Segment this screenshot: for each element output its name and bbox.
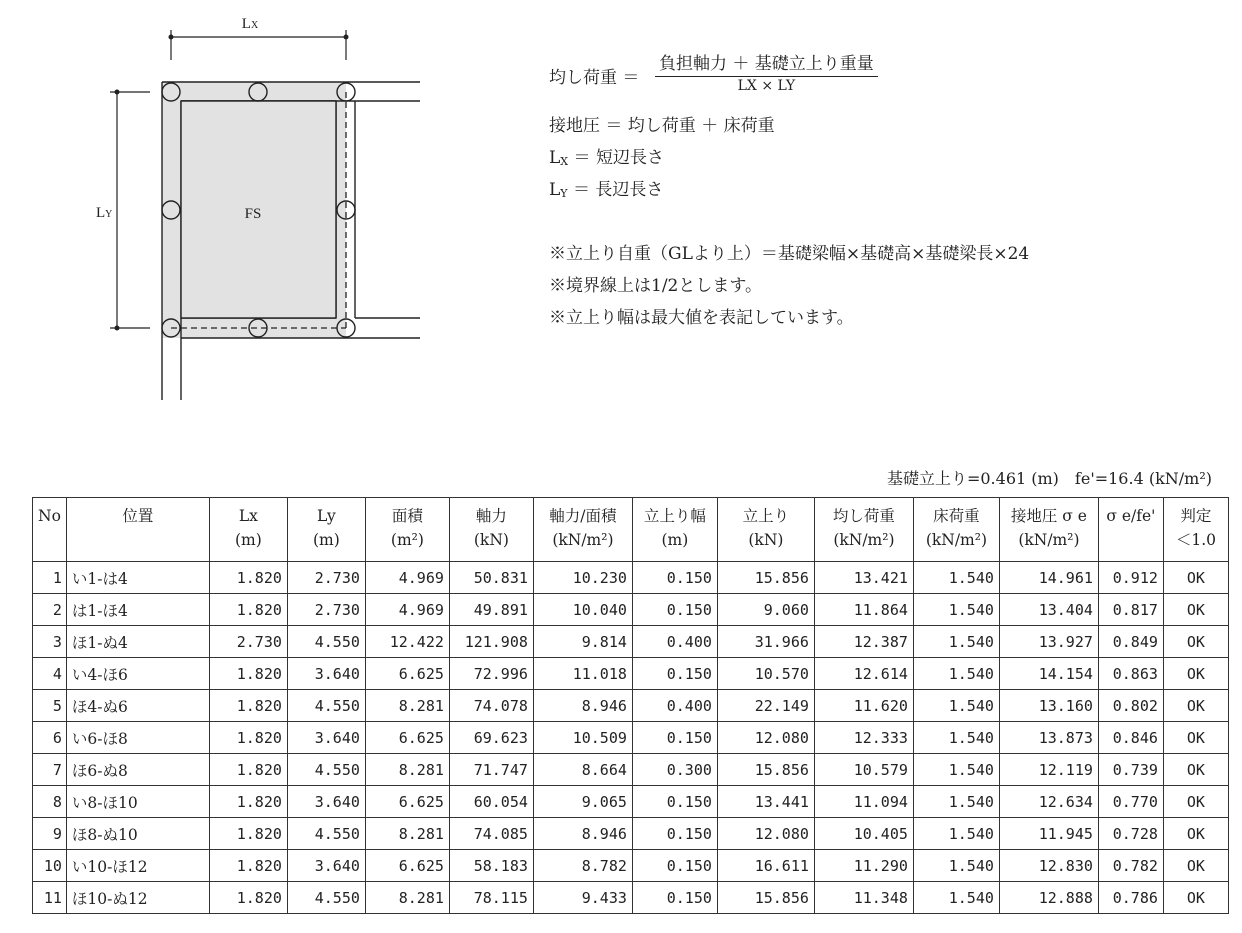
table-cell: 4.550 [287, 818, 365, 850]
table-cell: OK [1163, 594, 1228, 626]
table-cell: 16.611 [717, 850, 814, 882]
table-cell: 0.400 [632, 626, 717, 658]
column-header: 床荷重 (kN/m²) [913, 498, 999, 562]
table-row [33, 818, 1229, 850]
table-cell: 78.115 [449, 882, 533, 914]
table-cell: 11 [33, 882, 67, 914]
table-cell: OK [1163, 786, 1228, 818]
table-cell: 11.094 [814, 786, 913, 818]
column-header: σ e/fe' [1098, 498, 1163, 562]
table-row [33, 658, 1229, 690]
table-row [33, 850, 1229, 882]
table-cell: 9.060 [717, 594, 814, 626]
table-row [33, 626, 1229, 658]
table-cell: 0.817 [1098, 594, 1163, 626]
table-cell: 60.054 [449, 786, 533, 818]
table-cell: OK [1163, 626, 1228, 658]
table-cell: 1.820 [209, 754, 287, 786]
table-cell: 10.405 [814, 818, 913, 850]
column-header: Lx (m) [209, 498, 287, 562]
table-cell: 10.570 [717, 658, 814, 690]
table-cell: 1.540 [913, 722, 999, 754]
table-cell: 3 [33, 626, 67, 658]
table-cell: 14.961 [999, 562, 1098, 594]
table-cell: 0.150 [632, 658, 717, 690]
table-cell: 31.966 [717, 626, 814, 658]
table-cell: 6.625 [365, 786, 449, 818]
table-cell: 9.433 [533, 882, 632, 914]
table-cell: 1.820 [209, 562, 287, 594]
table-cell: 8.281 [365, 754, 449, 786]
table-cell: 9.065 [533, 786, 632, 818]
table-cell: 0.728 [1098, 818, 1163, 850]
table-cell: 2.730 [287, 594, 365, 626]
fs-label: FS [244, 206, 262, 222]
table-cell: 49.891 [449, 594, 533, 626]
table-cell: 4.550 [287, 754, 365, 786]
table-cell: 7 [33, 754, 67, 786]
table-cell: 4.969 [365, 594, 449, 626]
table-cell: ほ1-ぬ4 [66, 626, 209, 658]
table-cell: 13.160 [999, 690, 1098, 722]
table-cell: 8.946 [533, 690, 632, 722]
table-cell: 1.540 [913, 786, 999, 818]
table-cell: 0.849 [1098, 626, 1163, 658]
table-cell: 1.820 [209, 594, 287, 626]
table-cell: 1.820 [209, 850, 287, 882]
table-cell: 1.540 [913, 850, 999, 882]
table-cell: 8.281 [365, 882, 449, 914]
table-cell: 58.183 [449, 850, 533, 882]
table-row [33, 594, 1229, 626]
note-line: ※立上り幅は最大値を表記しています。 [549, 308, 854, 328]
table-cell: 4.550 [287, 882, 365, 914]
table-cell: い10-ほ12 [66, 850, 209, 882]
table-cell: 10.040 [533, 594, 632, 626]
table-cell: 12.422 [365, 626, 449, 658]
table-cell: 0.786 [1098, 882, 1163, 914]
table-cell: 0.782 [1098, 850, 1163, 882]
table-row [33, 786, 1229, 818]
table-cell: 6.625 [365, 722, 449, 754]
table-cell: 8.782 [533, 850, 632, 882]
table-cell: 10 [33, 850, 67, 882]
table-cell: 4.550 [287, 690, 365, 722]
table-cell: 1.820 [209, 722, 287, 754]
table-cell: 1 [33, 562, 67, 594]
ly-dimension-label: LY [96, 205, 113, 221]
table-cell: 0.150 [632, 882, 717, 914]
table-cell: 1.820 [209, 882, 287, 914]
table-cell: 121.908 [449, 626, 533, 658]
table-cell: 0.912 [1098, 562, 1163, 594]
table-cell: 72.996 [449, 658, 533, 690]
table-cell: ほ10-ぬ12 [66, 882, 209, 914]
table-cell: い8-ほ10 [66, 786, 209, 818]
table-cell: 13.441 [717, 786, 814, 818]
table-cell: 12.888 [999, 882, 1098, 914]
table-cell: 0.150 [632, 818, 717, 850]
column-header: 立上り幅 (m) [632, 498, 717, 562]
table-cell: 4 [33, 658, 67, 690]
table-cell: 0.739 [1098, 754, 1163, 786]
table-cell: 6.625 [365, 850, 449, 882]
table-cell: 1.820 [209, 658, 287, 690]
table-cell: OK [1163, 818, 1228, 850]
table-cell: 10.579 [814, 754, 913, 786]
table-cell: OK [1163, 754, 1228, 786]
table-cell: 0.802 [1098, 690, 1163, 722]
table-cell: 0.400 [632, 690, 717, 722]
column-header: 軸力 (kN) [449, 498, 533, 562]
table-cell: 12.634 [999, 786, 1098, 818]
fraction-denominator: LX × LY [737, 78, 796, 94]
table-cell: OK [1163, 658, 1228, 690]
table-cell: 4.550 [287, 626, 365, 658]
table-cell: 6 [33, 722, 67, 754]
table-cell: 12.119 [999, 754, 1098, 786]
table-cell: 15.856 [717, 562, 814, 594]
table-cell: 2.730 [209, 626, 287, 658]
table-cell: 1.540 [913, 594, 999, 626]
table-cell: 12.614 [814, 658, 913, 690]
table-cell: OK [1163, 690, 1228, 722]
formula-fraction [655, 49, 878, 94]
lx-dimension-label: LX [241, 16, 259, 32]
table-cell: 11.290 [814, 850, 913, 882]
note-line: ※立上り自重（GLより上）＝基礎梁幅×基礎高×基礎梁長×24 [549, 244, 1030, 264]
table-header-row [33, 498, 1229, 562]
table-cell: 0.150 [632, 850, 717, 882]
column-header: 軸力/面積 (kN/m²) [533, 498, 632, 562]
table-cell: 74.078 [449, 690, 533, 722]
table-cell: 13.927 [999, 626, 1098, 658]
table-cell: 1.820 [209, 786, 287, 818]
table-cell: 0.770 [1098, 786, 1163, 818]
formula-lhs: 均し荷重 ＝ [549, 68, 640, 88]
table-row [33, 754, 1229, 786]
table-cell: 9 [33, 818, 67, 850]
table-cell: 0.150 [632, 594, 717, 626]
table-cell: 6.625 [365, 658, 449, 690]
table-cell: 1.820 [209, 690, 287, 722]
table-cell: ほ4-ぬ6 [66, 690, 209, 722]
table-cell: 50.831 [449, 562, 533, 594]
table-cell: 12.333 [814, 722, 913, 754]
table-cell: 1.540 [913, 754, 999, 786]
table-cell: 3.640 [287, 786, 365, 818]
table-row [33, 882, 1229, 914]
column-header: 均し荷重 (kN/m²) [814, 498, 913, 562]
table-cell: 11.348 [814, 882, 913, 914]
column-header: 立上り (kN) [717, 498, 814, 562]
table-cell: 14.154 [999, 658, 1098, 690]
table-cell: 8 [33, 786, 67, 818]
table-cell: 2 [33, 594, 67, 626]
table-cell: 11.018 [533, 658, 632, 690]
table-cell: 1.540 [913, 562, 999, 594]
table-cell: 13.421 [814, 562, 913, 594]
table-cell: 8.664 [533, 754, 632, 786]
contact-pressure-table [32, 497, 1229, 914]
table-cell: 11.945 [999, 818, 1098, 850]
table-cell: 1.540 [913, 882, 999, 914]
table-cell: 8.281 [365, 690, 449, 722]
table-cell: ほ6-ぬ8 [66, 754, 209, 786]
table-cell: 13.404 [999, 594, 1098, 626]
table-cell: 9.814 [533, 626, 632, 658]
table-cell: 0.150 [632, 562, 717, 594]
foundation-plan-diagram [0, 0, 460, 420]
table-cell: 4.969 [365, 562, 449, 594]
column-header: Ly (m) [287, 498, 365, 562]
table-cell: 15.856 [717, 754, 814, 786]
table-cell: 0.150 [632, 786, 717, 818]
note-line: ※境界線上は1/2とします。 [549, 276, 762, 296]
table-cell: OK [1163, 882, 1228, 914]
formula-lx-definition: LX ＝ 短辺長さ [549, 148, 664, 168]
table-cell: 5 [33, 690, 67, 722]
table-cell: 15.856 [717, 882, 814, 914]
table-cell: 10.509 [533, 722, 632, 754]
table-cell: い6-ほ8 [66, 722, 209, 754]
column-header: 位置 [66, 498, 209, 562]
table-cell: 1.820 [209, 818, 287, 850]
table-cell: 0.300 [632, 754, 717, 786]
table-cell: 3.640 [287, 722, 365, 754]
table-cell: 1.540 [913, 626, 999, 658]
column-header: 判定 ＜1.0 [1163, 498, 1228, 562]
table-cell: 1.540 [913, 818, 999, 850]
table-cell: 8.281 [365, 818, 449, 850]
formula-contact-pressure: 接地圧 ＝ 均し荷重 ＋ 床荷重 [549, 116, 775, 136]
table-cell: 0.150 [632, 722, 717, 754]
table-cell: 22.149 [717, 690, 814, 722]
table-row [33, 690, 1229, 722]
table-cell: 1.540 [913, 690, 999, 722]
foundation-summary: 基礎立上り=0.461 (m) fe'=16.4 (kN/m²) [886, 469, 1212, 488]
table-cell: 2.730 [287, 562, 365, 594]
table-cell: 12.387 [814, 626, 913, 658]
table-cell: 12.080 [717, 818, 814, 850]
table-cell: 1.540 [913, 658, 999, 690]
column-header: No [33, 498, 67, 562]
table-cell: 10.230 [533, 562, 632, 594]
table-cell: 0.863 [1098, 658, 1163, 690]
column-header: 面積 (m²) [365, 498, 449, 562]
table-cell: 8.946 [533, 818, 632, 850]
column-header: 接地圧 σ e (kN/m²) [999, 498, 1098, 562]
table-cell: 11.864 [814, 594, 913, 626]
table-cell: OK [1163, 850, 1228, 882]
table-cell: 3.640 [287, 850, 365, 882]
table-row [33, 722, 1229, 754]
table-cell: は1-ほ4 [66, 594, 209, 626]
table-cell: 12.830 [999, 850, 1098, 882]
table-cell: 3.640 [287, 658, 365, 690]
fraction-numerator: 負担軸力 ＋ 基礎立上り重量 [655, 49, 878, 77]
table-cell: い1-は4 [66, 562, 209, 594]
formula-ly-definition: LY ＝ 長辺長さ [549, 180, 664, 200]
table-cell: 11.620 [814, 690, 913, 722]
table-cell: 0.846 [1098, 722, 1163, 754]
table-cell: 74.085 [449, 818, 533, 850]
table-cell: 71.747 [449, 754, 533, 786]
table-cell: 12.080 [717, 722, 814, 754]
table-cell: OK [1163, 722, 1228, 754]
table-cell: ほ8-ぬ10 [66, 818, 209, 850]
table-row [33, 562, 1229, 594]
table-cell: OK [1163, 562, 1228, 594]
table-cell: い4-ほ6 [66, 658, 209, 690]
table-cell: 13.873 [999, 722, 1098, 754]
table-cell: 69.623 [449, 722, 533, 754]
